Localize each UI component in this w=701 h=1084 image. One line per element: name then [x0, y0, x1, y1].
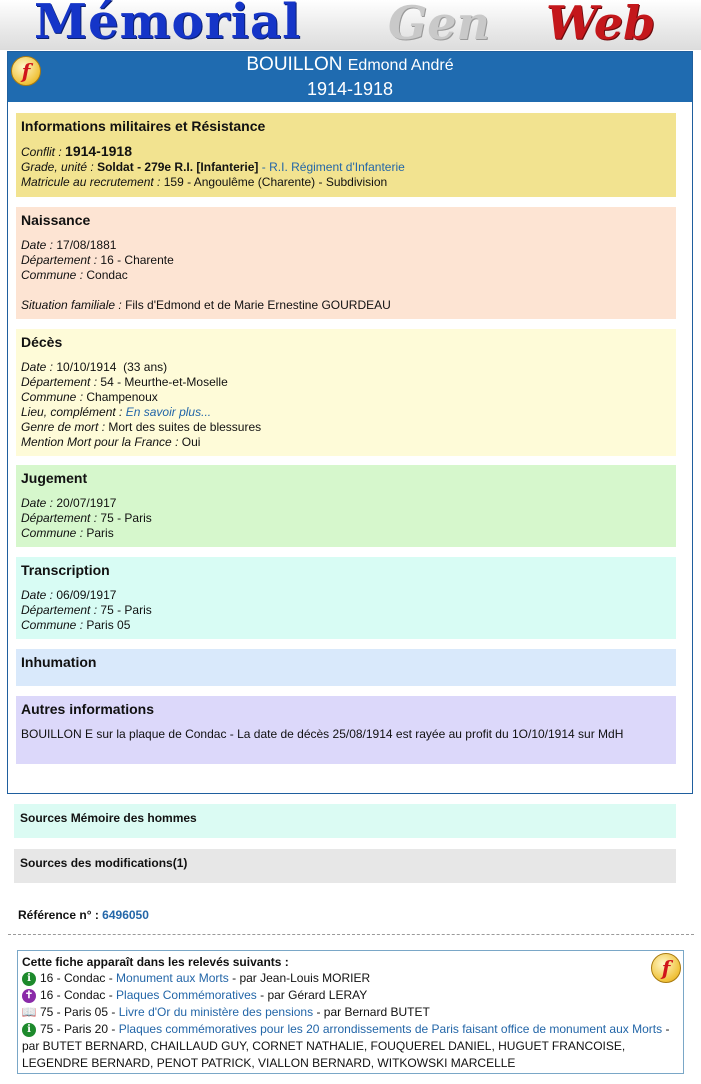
person-name	[8, 54, 692, 76]
surname: BOUILLON	[246, 54, 343, 75]
book-icon: 📖	[21, 1005, 37, 1019]
releves-box	[17, 950, 684, 1074]
info-icon: i	[22, 1023, 36, 1037]
releve-link[interactable]: Plaques Commémoratives	[116, 988, 257, 1002]
family-situation-row: Situation familiale : Fils d'Edmond et de Marie Ernestine GOURDEAU	[21, 298, 391, 312]
judgment-section	[16, 465, 676, 547]
banner-gen-text: Gen	[388, 0, 490, 50]
section-title: Naissance	[21, 212, 91, 228]
judgment-dept-row: Département : 75 - Paris	[21, 511, 152, 525]
death-date-row: Date : 10/10/1914 (33 ans)	[21, 360, 168, 374]
reference-number[interactable]: 6496050	[102, 908, 149, 922]
releve-link[interactable]: Plaques commémoratives pour les 20 arrondissements de Paris faisant office de monument aux Morts	[118, 1022, 663, 1036]
conflit-row: Conflit : 1914-1918	[21, 143, 132, 159]
reference-row: Référence n° : 6496050	[18, 908, 149, 922]
death-section	[16, 329, 676, 456]
firstnames: Edmond André	[347, 57, 454, 74]
info-icon: i	[22, 972, 36, 986]
facebook-share-icon[interactable]: f	[651, 953, 681, 983]
birth-section	[16, 207, 676, 319]
grade-row: Grade, unité : Soldat - 279e R.I. [Infanterie] - R.I. Régiment d'Infanterie	[21, 160, 405, 174]
fiche-header	[8, 52, 692, 102]
birth-date-row: Date : 17/08/1881	[21, 238, 117, 252]
transcription-date-row: Date : 06/09/1917	[21, 588, 117, 602]
sources-mdh-toggle[interactable]: Sources Mémoire des hommes	[14, 804, 676, 838]
mpf-row: Mention Mort pour la France : Oui	[21, 435, 201, 449]
section-title: Informations militaires et Résistance	[21, 118, 266, 134]
contributors-text: par BUTET BERNARD, CHAILLAUD GUY, CORNET NATHALIE, FOUQUEREL DANIEL, HUGUET FRANCOISE, LEGENDRE BERNARD, PENOT PATRICK, VIALLON BERNARD, WITKOWSKI MARCELLE	[22, 1039, 626, 1070]
list-item: 📖 75 - Paris 05 - Livre d'Or du ministère des pensions - par Bernard BUTET	[21, 1005, 430, 1019]
other-info-section	[16, 696, 676, 764]
judgment-date-row: Date : 20/07/1917	[21, 496, 117, 510]
transcription-commune-row: Commune : Paris 05	[21, 618, 131, 632]
fiche-frame	[7, 51, 693, 794]
grade-value: Soldat - 279e R.I. [Infanterie]	[97, 160, 259, 174]
section-title: Décès	[21, 334, 63, 350]
conflit-value: 1914-1918	[65, 143, 132, 159]
section-title: Autres informations	[21, 701, 155, 717]
matricule-row: Matricule au recrutement : 159 - Angoulême (Charente) - Subdivision	[21, 175, 388, 189]
cross-icon: ✝	[22, 989, 36, 1003]
transcription-dept-row: Département : 75 - Paris	[21, 603, 152, 617]
death-commune-row: Commune : Champenoux	[21, 390, 158, 404]
releves-title: Cette fiche apparaît dans les relevés suivants :	[22, 955, 289, 969]
divider	[8, 934, 694, 935]
other-info-text: BOUILLON E sur la plaque de Condac - La date de décès 25/08/1914 est rayée au profit du 1O/10/1914 sur MdH	[21, 727, 624, 741]
releve-link[interactable]: Monument aux Morts	[116, 971, 229, 985]
burial-section	[16, 649, 676, 686]
regiment-link[interactable]: - R.I. Régiment d'Infanterie	[261, 160, 405, 174]
judgment-commune-row: Commune : Paris	[21, 526, 114, 540]
birth-dept-row: Département : 16 - Charente	[21, 253, 174, 267]
sources-modifications-toggle[interactable]: Sources des modifications(1)	[14, 849, 676, 883]
birth-commune-row: Commune : Condac	[21, 268, 128, 282]
list-item: i 16 - Condac - Monument aux Morts - par Jean-Louis MORIER	[22, 970, 679, 987]
death-type-row: Genre de mort : Mort des suites de blessures	[21, 420, 262, 434]
military-section	[16, 113, 676, 197]
transcription-section	[16, 557, 676, 639]
list-item: ✝ 16 - Condac - Plaques Commémoratives - par Gérard LERAY	[22, 987, 679, 1004]
more-info-link[interactable]: En savoir plus...	[125, 405, 212, 419]
facebook-share-icon[interactable]: f	[11, 56, 41, 86]
releve-link[interactable]: Livre d'Or du ministère des pensions	[118, 1005, 314, 1019]
section-title: Jugement	[21, 470, 88, 486]
section-title: Transcription	[21, 562, 110, 578]
banner-web-text: Web	[546, 0, 656, 50]
banner-memorial-text: Mémorial	[34, 0, 302, 50]
list-item: i 75 - Paris 20 - Plaques commémoratives pour les 20 arrondissements de Paris faisant office de monument aux Morts -	[22, 1021, 679, 1038]
period: 1914-1918	[306, 79, 394, 99]
site-banner[interactable]	[0, 0, 701, 50]
section-title: Inhumation	[21, 654, 97, 670]
death-place-row: Lieu, complément : En savoir plus...	[21, 405, 212, 419]
matricule-value: 159 - Angoulême (Charente) - Subdivision	[163, 175, 388, 189]
death-dept-row: Département : 54 - Meurthe-et-Moselle	[21, 375, 228, 389]
